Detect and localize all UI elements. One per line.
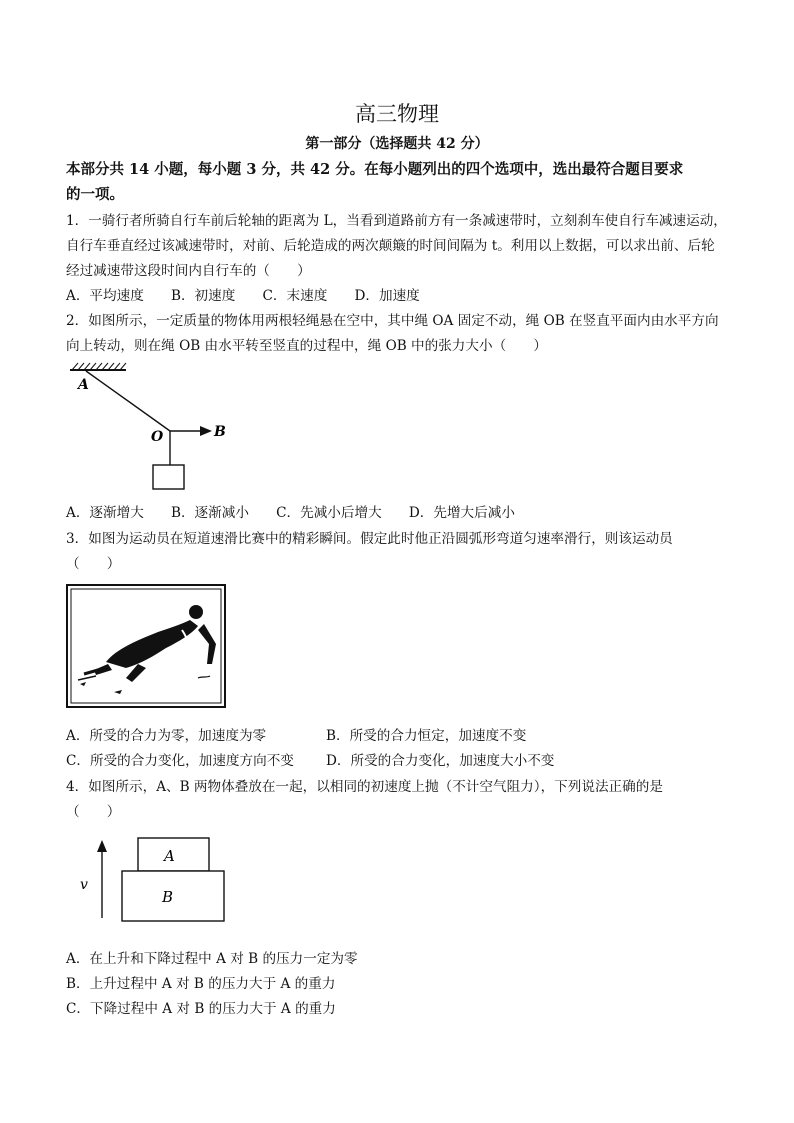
page-title: 高三物理 <box>355 102 439 126</box>
q4-option-b: B．上升过程中 A 对 B 的压力大于 A 的重力 <box>66 976 336 992</box>
q2-line-1: 2．如图所示，一定质量的物体用两根轻绳悬在空中，其中绳 OA 固定不动，绳 OB 在竖直平面内由水平方向 <box>66 313 719 329</box>
label-b: B <box>214 424 226 440</box>
q1-options: A．平均速度 B．初速度 C．末速度 D．加速度 <box>66 288 420 304</box>
q4-option-c: C．下降过程中 A 对 B 的压力大于 A 的重力 <box>66 1001 336 1017</box>
label-v: v <box>80 877 88 893</box>
q1-line-3: 经过减速带这段时间内自行车的（ ） <box>66 263 311 279</box>
q1-line-2: 自行车垂直经过该减速带时，对前、后轮造成的两次颠簸的时间间隔为 t。利用以上数据，可以求出前、后轮 <box>66 238 715 254</box>
q1-line-1: 1．一骑行者所骑自行车前后轮轴的距离为 L，当看到道路前方有一条减速带时，立刻刹车使自行车减速运动， <box>66 213 727 229</box>
instructions-line-2: 的一项。 <box>66 186 124 203</box>
q3-line-1: 3．如图为运动员在短道速滑比赛中的精彩瞬间。假定此时他正沿圆弧形弯道匀速率滑行，则该运动员 <box>66 531 673 547</box>
q2-options: A．逐渐增大 B．逐渐减小 C．先减小后增大 D．先增大后减小 <box>66 505 515 521</box>
section-heading: 第一部分（选择题共 42 分） <box>305 136 489 152</box>
ceiling-hatch <box>70 363 126 370</box>
rope-oa <box>86 371 170 431</box>
q3-option-b: B．所受的合力恒定，加速度不变 <box>326 728 527 744</box>
q3-option-a: A．所受的合力为零，加速度为零 <box>66 728 267 744</box>
q2-rope-diagram <box>64 360 234 492</box>
q3-line-2: （ ） <box>66 556 121 572</box>
hanging-weight <box>153 465 184 489</box>
q4-stacked-blocks-diagram <box>74 834 234 926</box>
label-block-a: A <box>164 847 175 865</box>
instructions-line-1: 本部分共 14 小题，每小题 3 分，共 42 分。在每小题列出的四个选项中，选出最符合题目要求 <box>66 161 684 178</box>
q2-line-2: 向上转动，则在绳 OB 由水平转至竖直的过程中，绳 OB 中的张力大小（ ） <box>66 338 547 354</box>
q4-option-a: A．在上升和下降过程中 A 对 B 的压力一定为零 <box>66 951 358 967</box>
label-o: O <box>151 429 164 445</box>
q3-option-d: D．所受的合力变化，加速度大小不变 <box>326 753 555 769</box>
q3-option-c: C．所受的合力变化，加速度方向不变 <box>66 753 294 769</box>
speed-skater-photo <box>66 584 226 708</box>
q4-line-1: 4．如图所示，A、B 两物体叠放在一起，以相同的初速度上抛（不计空气阻力），下列说法正确的是 <box>66 779 663 795</box>
label-a: A <box>78 377 89 393</box>
label-block-b: B <box>162 888 174 906</box>
velocity-arrow-head <box>97 840 107 852</box>
q4-line-2: （ ） <box>66 804 121 820</box>
arrow-head <box>200 426 212 436</box>
